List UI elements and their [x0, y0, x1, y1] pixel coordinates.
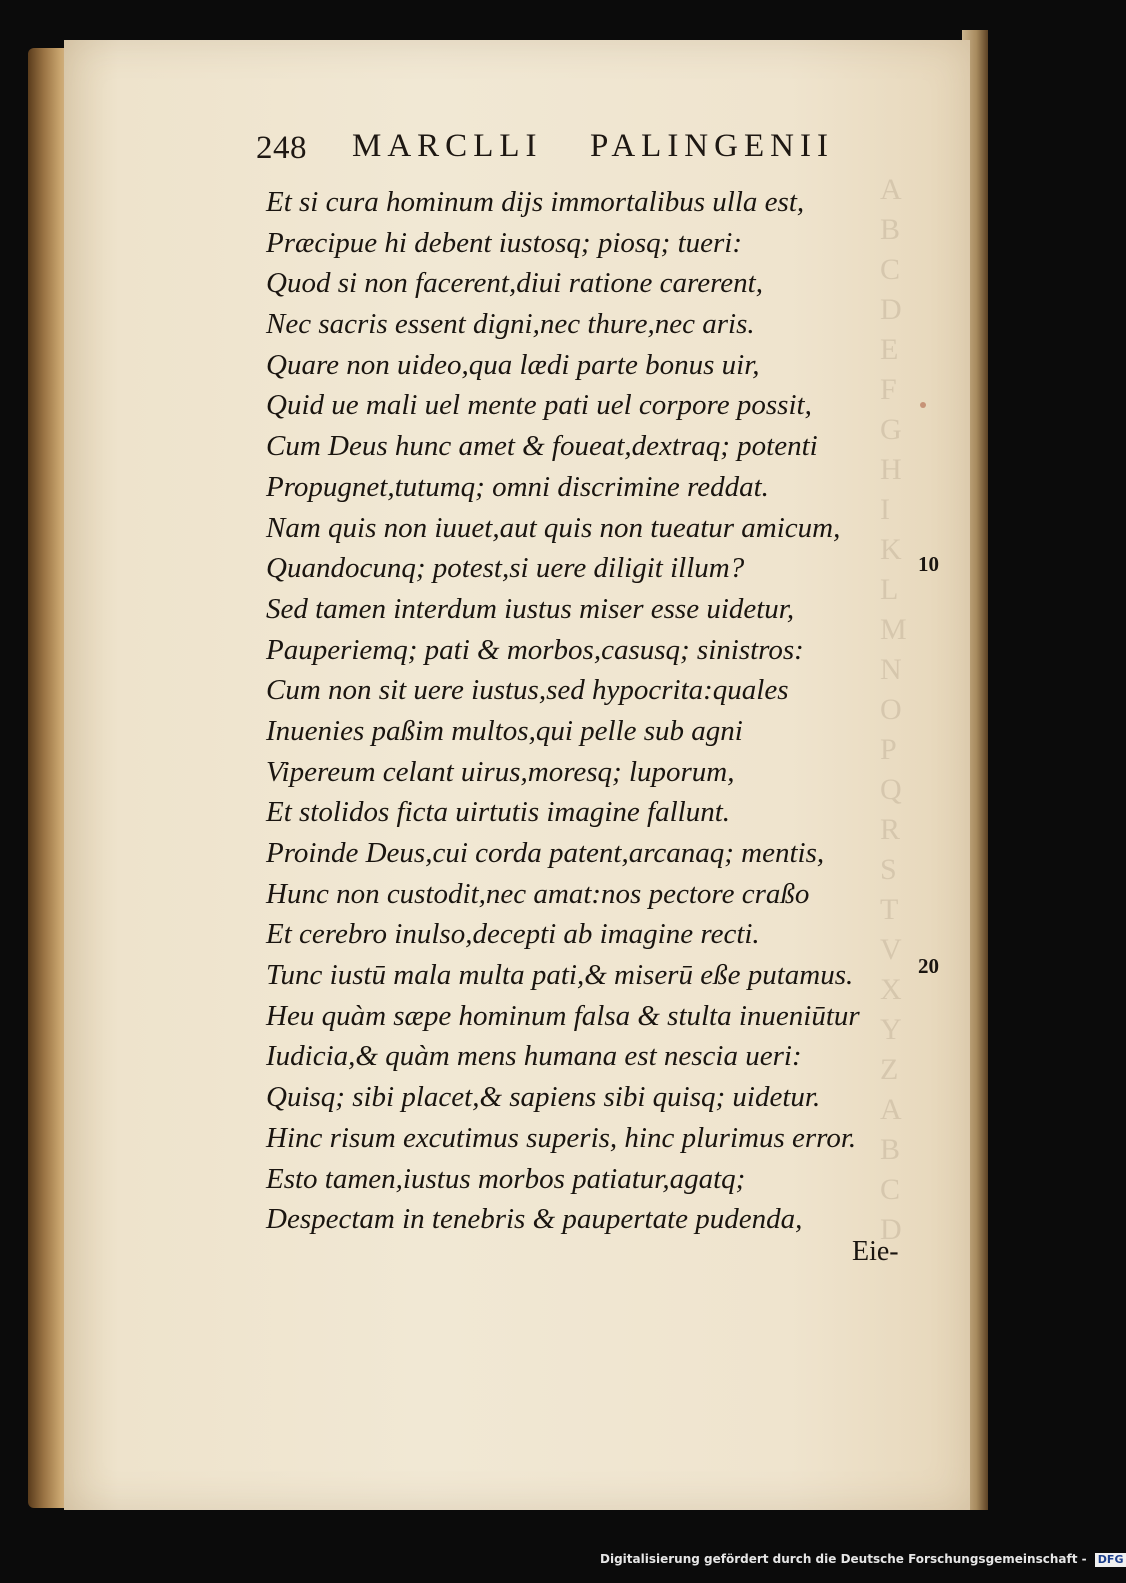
verse-line: Nam quis non iuuet,aut quis non tueatur amicum,	[266, 511, 841, 544]
verse-line: Proinde Deus,cui corda patent,arcanaq; mentis,	[266, 837, 825, 869]
verse-line: Præcipue hi debent iustosq; piosq; tueri:	[266, 226, 743, 259]
running-head	[256, 128, 876, 174]
dfg-logo: DFG	[1095, 1553, 1126, 1567]
verse-line: Quandocunq; potest,si uere diligit illum?	[266, 552, 745, 585]
verse-line: Sed tamen interdum iustus miser esse uidetur,	[266, 592, 795, 625]
catchword: Eie-	[852, 1236, 899, 1267]
verse-line: Tunc iustū mala multa pati,& miserū eße putamus.	[266, 959, 854, 992]
verse-line: Hunc non custodit,nec amat:nos pectore craßo	[266, 877, 810, 910]
verse-line: Pauperiemq; pati & morbos,casusq; sinistros:	[266, 633, 804, 666]
verse-line: Vipereum celant uirus,moresq; luporum,	[266, 755, 735, 788]
verse-line: Esto tamen,iustus morbos patiatur,agatq;	[266, 1162, 746, 1195]
verse-line: Inuenies paßim multos,qui pelle sub agni	[266, 714, 743, 747]
verse-line: Quare non uideo,qua lædi parte bonus uir,	[266, 348, 760, 381]
verse-line: Cum non sit uere iustus,sed hypocrita:quales	[266, 674, 789, 707]
digitization-credit	[600, 1552, 1124, 1576]
page-number: 248	[256, 130, 307, 166]
verse-line: Cum Deus hunc amet & foueat,dextraq; potenti	[266, 430, 818, 463]
verse-line: Nec sacris essent digni,nec thure,nec aris.	[266, 308, 755, 341]
line-number-marker: 20	[918, 954, 939, 978]
verse-line: Propugnet,tutumq; omni discrimine reddat.	[266, 470, 769, 503]
verse-line: Et stolidos ficta uirtutis imagine fallunt.	[266, 796, 731, 829]
bleed-through-text: A B C D E F G H I K L M N O P Q R S T V X Y Z A B C D	[880, 173, 907, 1246]
verse-line: Iudicia,& quàm mens humana est nescia ueri:	[266, 1040, 802, 1073]
verse-line: Quod si non facerent,diui ratione carerent,	[266, 267, 763, 300]
credit-text: Digitalisierung gefördert durch die Deutsche Forschungsgemeinschaft -	[600, 1552, 1087, 1566]
verse-text-block	[266, 182, 926, 1240]
verse-line: Quisq; sibi placet,& sapiens sibi quisq; uidetur.	[266, 1081, 821, 1114]
verse-line: Heu quàm sæpe hominum falsa & stulta inueniūtur	[266, 999, 860, 1032]
ink-stain	[920, 402, 926, 408]
verse-line: Et si cura hominum dijs immortalibus ulla est,	[266, 186, 805, 218]
running-head-work: PALINGENII	[590, 128, 834, 164]
verse-line: Despectam in tenebris & paupertate pudenda,	[266, 1203, 803, 1236]
verse-line: Quid ue mali uel mente pati uel corpore possit,	[266, 389, 812, 422]
verse-line: Et cerebro inulso,decepti ab imagine recti.	[266, 918, 760, 951]
line-number-marker: 10	[918, 552, 939, 576]
verse-line: Hinc risum excutimus superis, hinc plurimus error.	[266, 1121, 857, 1154]
running-head-author: MARCLLI	[352, 128, 543, 164]
